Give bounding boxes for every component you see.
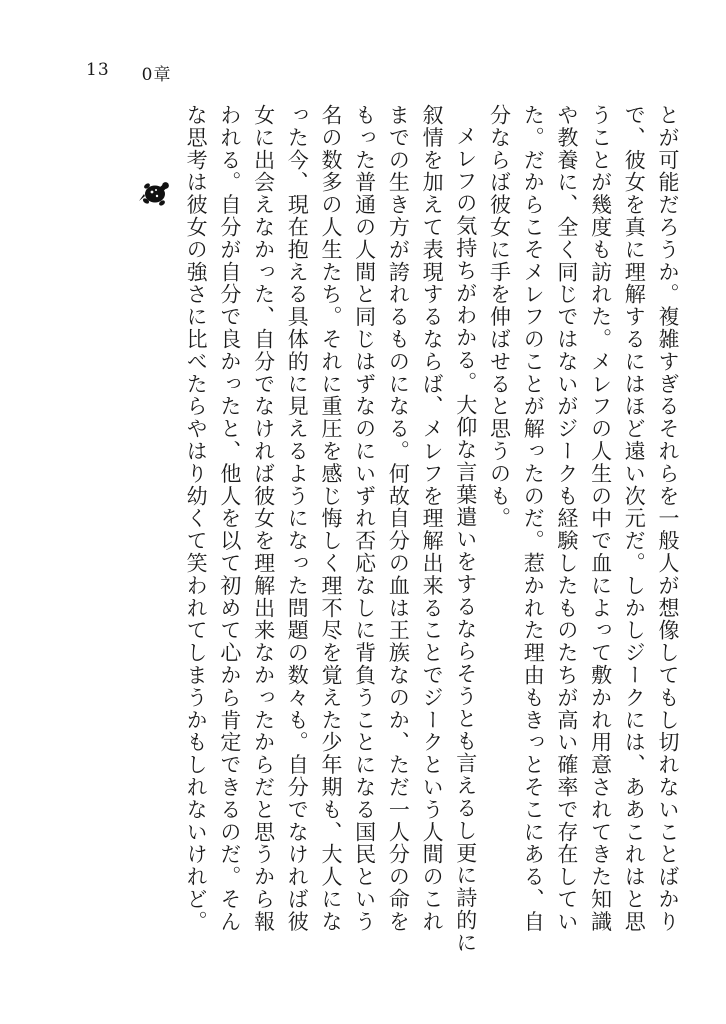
page-number: 13: [86, 60, 110, 80]
chapter-title: 0章: [141, 65, 172, 85]
vertical-body-text: [184, 104, 684, 954]
turtle-icon: [136, 176, 172, 212]
page-header: [86, 60, 171, 85]
paragraph-2: メレフの気持ちがわかる。大仰な言葉遣いをするならそうとも言えるし更に詩的に叙情を加えて表現するならば、メレフを理解出来ることでジークという人間のこれまでの生き方が誇れるものになる。何故自分の血は王族なのか、ただ一人分の命をもった普通の人間と同じはずなのにいずれ否応なしに背負うことになる国民という名の数多の人生たち。それに重圧を感じ悔しく理不尽を覚えた少年期も、大人になった今、現在抱える具体的に見えるようになった問題の数々も。自分でなければ彼女に出会えなかった、自分でなければ彼女を理解出来なかったからだと思うから報われる。自分が自分で良かったと、他人を以て初めて心から肯定できるのだ。そんな思考は彼女の強さに比べたらやはり幼くて笑われてしまうかもしれないけれど。: [184, 104, 478, 954]
paragraph-1: とが可能だろうか。複雑すぎるそれらを一般人が想像してもし切れないことばかりで、彼女を真に理解するにはほど遠い次元だ。しかしジークには、ああこれはと思うことが幾度も訪れた。メレフの人生の中で血によって敷かれ用意されてきた知識や教養に、全く同じではないがジークも経験したものたちが高い確率で存在していた。だからこそメレフのことが解ったのだ。惹かれた理由もきっとそこにある、自分ならば彼女に手を伸ばせると思うのも。: [487, 104, 680, 933]
